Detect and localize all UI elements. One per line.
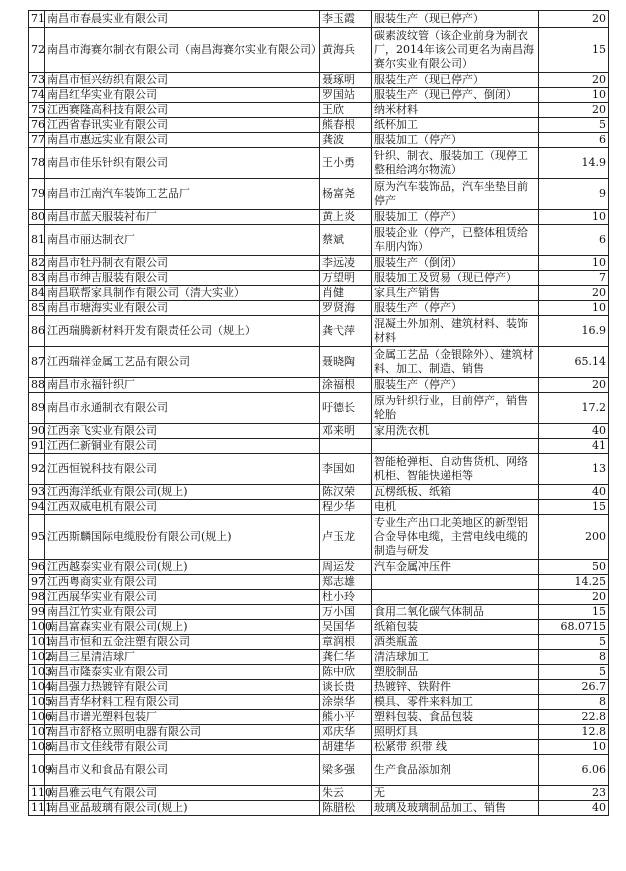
row-number: 71 xyxy=(29,11,45,28)
table-row xyxy=(29,605,609,620)
business-scope: 原为汽车装饰品，汽车坐垫目前停产 xyxy=(372,179,539,210)
legal-representative: 龚波 xyxy=(320,133,372,148)
company-name: 南昌市义和食品有限公司 xyxy=(45,755,320,786)
table-row xyxy=(29,439,609,454)
row-number: 100 xyxy=(29,620,45,635)
amount-value: 16.9 xyxy=(539,316,609,347)
company-name: 南昌市惠远实业有限公司 xyxy=(45,133,320,148)
amount-value: 26.7 xyxy=(539,680,609,695)
table-row xyxy=(29,725,609,740)
table-row xyxy=(29,575,609,590)
row-number: 96 xyxy=(29,560,45,575)
row-number: 72 xyxy=(29,28,45,73)
company-name: 南昌市永福针织厂 xyxy=(45,378,320,393)
business-scope: 服装生产（停产） xyxy=(372,301,539,316)
company-name: 南昌市舒格立照明电器有限公司 xyxy=(45,725,320,740)
company-name: 南昌市绅吉服装有限公司 xyxy=(45,271,320,286)
table-row xyxy=(29,485,609,500)
amount-value: 10 xyxy=(539,256,609,271)
table-row xyxy=(29,710,609,725)
company-name: 南昌市恒兴纺织有限公司 xyxy=(45,73,320,88)
company-name: 江西恒锐科技有限公司 xyxy=(45,454,320,485)
table-row xyxy=(29,210,609,225)
amount-value: 40 xyxy=(539,424,609,439)
company-name: 江西瑞祥金属工艺品有限公司 xyxy=(45,347,320,378)
business-scope: 服装企业（停产，已整体租赁给车朋内饰） xyxy=(372,225,539,256)
legal-representative: 陈汉荣 xyxy=(320,485,372,500)
amount-value: 9 xyxy=(539,179,609,210)
table-row xyxy=(29,73,609,88)
row-number: 86 xyxy=(29,316,45,347)
table-row xyxy=(29,118,609,133)
amount-value: 20 xyxy=(539,286,609,301)
company-name: 江西赛隆高科技有限公司 xyxy=(45,103,320,118)
business-scope: 家具生产销售 xyxy=(372,286,539,301)
company-name: 南昌市谱光塑料包装厂 xyxy=(45,710,320,725)
legal-representative: 蔡斌 xyxy=(320,225,372,256)
company-name: 南昌市隆泰实业有限公司 xyxy=(45,665,320,680)
table-row xyxy=(29,515,609,560)
business-scope: 服装生产（停产） xyxy=(372,378,539,393)
row-number: 99 xyxy=(29,605,45,620)
legal-representative: 龚仁华 xyxy=(320,650,372,665)
amount-value: 10 xyxy=(539,88,609,103)
legal-representative: 万望明 xyxy=(320,271,372,286)
business-scope: 玻璃及玻璃制品加工、销售 xyxy=(372,801,539,816)
amount-value: 10 xyxy=(539,301,609,316)
row-number: 103 xyxy=(29,665,45,680)
company-name: 南昌市江南汽车装饰工艺品厂 xyxy=(45,179,320,210)
company-name: 南昌三星清洁球厂 xyxy=(45,650,320,665)
row-number: 105 xyxy=(29,695,45,710)
company-name: 江西亲飞实业有限公司 xyxy=(45,424,320,439)
legal-representative: 程少华 xyxy=(320,500,372,515)
company-name: 江西斯麟国际电缆股份有限公司(规上) xyxy=(45,515,320,560)
legal-representative xyxy=(320,439,372,454)
row-number: 91 xyxy=(29,439,45,454)
row-number: 81 xyxy=(29,225,45,256)
business-scope: 服装加工及贸易（现已停产） xyxy=(372,271,539,286)
row-number: 76 xyxy=(29,118,45,133)
row-number: 79 xyxy=(29,179,45,210)
business-scope: 塑胶制品 xyxy=(372,665,539,680)
business-scope xyxy=(372,590,539,605)
table-row xyxy=(29,378,609,393)
amount-value: 68.0715 xyxy=(539,620,609,635)
table-row xyxy=(29,740,609,755)
company-name: 南昌市佳乐针织有限公司 xyxy=(45,148,320,179)
company-name: 江西双威电机有限公司 xyxy=(45,500,320,515)
table-row xyxy=(29,665,609,680)
legal-representative: 罗国站 xyxy=(320,88,372,103)
business-scope: 智能枪弹柜、自动售货机、网络机柜、智能快递柜等 xyxy=(372,454,539,485)
table-row xyxy=(29,179,609,210)
amount-value: 41 xyxy=(539,439,609,454)
amount-value: 15 xyxy=(539,500,609,515)
company-name: 南昌红华实业有限公司 xyxy=(45,88,320,103)
row-number: 80 xyxy=(29,210,45,225)
business-scope: 塑料包装、食品包装 xyxy=(372,710,539,725)
row-number: 101 xyxy=(29,635,45,650)
table-row xyxy=(29,454,609,485)
table-row xyxy=(29,316,609,347)
row-number: 98 xyxy=(29,590,45,605)
amount-value: 40 xyxy=(539,801,609,816)
legal-representative: 龚弋萍 xyxy=(320,316,372,347)
business-scope: 金属工艺品（金银除外）、建筑材料、加工、制造、销售 xyxy=(372,347,539,378)
row-number: 97 xyxy=(29,575,45,590)
row-number: 92 xyxy=(29,454,45,485)
company-name: 南昌市牡丹制衣有限公司 xyxy=(45,256,320,271)
company-name: 南昌青华材料工程有限公司 xyxy=(45,695,320,710)
table-row xyxy=(29,680,609,695)
legal-representative: 王欣 xyxy=(320,103,372,118)
company-name: 江西展华实业有限公司 xyxy=(45,590,320,605)
amount-value: 10 xyxy=(539,210,609,225)
table-row xyxy=(29,256,609,271)
business-scope: 瓦楞纸板、纸箱 xyxy=(372,485,539,500)
row-number: 107 xyxy=(29,725,45,740)
business-scope: 纳米材料 xyxy=(372,103,539,118)
business-scope: 服装生产（现已停产） xyxy=(372,11,539,28)
company-name: 南昌市文佳线带有限公司 xyxy=(45,740,320,755)
amount-value: 15 xyxy=(539,605,609,620)
amount-value: 65.14 xyxy=(539,347,609,378)
table-row xyxy=(29,650,609,665)
row-number: 110 xyxy=(29,786,45,801)
row-number: 94 xyxy=(29,500,45,515)
business-scope: 家用洗衣机 xyxy=(372,424,539,439)
table-row xyxy=(29,88,609,103)
legal-representative: 胡建华 xyxy=(320,740,372,755)
row-number: 82 xyxy=(29,256,45,271)
amount-value: 20 xyxy=(539,73,609,88)
table-body xyxy=(29,11,609,816)
business-scope: 针织、制衣、服装加工（现停工整租给鸿尔物流） xyxy=(372,148,539,179)
amount-value: 22.8 xyxy=(539,710,609,725)
amount-value: 20 xyxy=(539,11,609,28)
amount-value: 6 xyxy=(539,133,609,148)
legal-representative: 章润根 xyxy=(320,635,372,650)
business-scope: 服装加工（停产） xyxy=(372,133,539,148)
table-row xyxy=(29,755,609,786)
row-number: 109 xyxy=(29,755,45,786)
row-number: 78 xyxy=(29,148,45,179)
legal-representative: 黄海兵 xyxy=(320,28,372,73)
company-name: 江西仁新铜业有限公司 xyxy=(45,439,320,454)
table-row xyxy=(29,801,609,816)
row-number: 89 xyxy=(29,393,45,424)
business-scope: 酒类瓶盖 xyxy=(372,635,539,650)
business-scope: 纸箱包装 xyxy=(372,620,539,635)
amount-value: 20 xyxy=(539,378,609,393)
legal-representative: 涂崇华 xyxy=(320,695,372,710)
table-row xyxy=(29,225,609,256)
row-number: 74 xyxy=(29,88,45,103)
company-name: 南昌亚晶玻璃有限公司(规上) xyxy=(45,801,320,816)
row-number: 95 xyxy=(29,515,45,560)
amount-value: 7 xyxy=(539,271,609,286)
company-name: 南昌市蓝天服装衬布厂 xyxy=(45,210,320,225)
legal-representative: 邓庆华 xyxy=(320,725,372,740)
row-number: 102 xyxy=(29,650,45,665)
business-scope: 模具、零件来料加工 xyxy=(372,695,539,710)
row-number: 75 xyxy=(29,103,45,118)
company-name: 南昌强力热镀锌有限公司 xyxy=(45,680,320,695)
legal-representative: 李玉霞 xyxy=(320,11,372,28)
business-scope xyxy=(372,575,539,590)
table-row xyxy=(29,620,609,635)
legal-representative: 郑志雄 xyxy=(320,575,372,590)
amount-value: 6.06 xyxy=(539,755,609,786)
company-name: 江西瑞腾新材料开发有限责任公司（规上） xyxy=(45,316,320,347)
legal-representative: 李国如 xyxy=(320,454,372,485)
legal-representative: 罗贤海 xyxy=(320,301,372,316)
amount-value: 6 xyxy=(539,225,609,256)
business-scope: 电机 xyxy=(372,500,539,515)
amount-value: 5 xyxy=(539,665,609,680)
legal-representative: 陈腊松 xyxy=(320,801,372,816)
business-scope: 食用二氧化碳气体制品 xyxy=(372,605,539,620)
legal-representative: 吴国华 xyxy=(320,620,372,635)
legal-representative: 熊春根 xyxy=(320,118,372,133)
legal-representative: 黄上炎 xyxy=(320,210,372,225)
legal-representative: 朱云 xyxy=(320,786,372,801)
business-scope: 服装生产（现已停产、倒闭） xyxy=(372,88,539,103)
company-name: 南昌市塘海实业有限公司 xyxy=(45,301,320,316)
business-scope: 汽车金属冲压件 xyxy=(372,560,539,575)
amount-value: 14.25 xyxy=(539,575,609,590)
table-row xyxy=(29,695,609,710)
company-name: 南昌富森实业有限公司(规上) xyxy=(45,620,320,635)
company-name: 南昌市丽达制衣厂 xyxy=(45,225,320,256)
amount-value: 17.2 xyxy=(539,393,609,424)
business-scope: 松紧带 织带 线 xyxy=(372,740,539,755)
table-row xyxy=(29,301,609,316)
business-scope: 服装生产（现已停产） xyxy=(372,73,539,88)
row-number: 83 xyxy=(29,271,45,286)
enterprise-table xyxy=(28,10,609,816)
table-row xyxy=(29,560,609,575)
table-row xyxy=(29,347,609,378)
legal-representative: 谈长贵 xyxy=(320,680,372,695)
row-number: 88 xyxy=(29,378,45,393)
amount-value: 40 xyxy=(539,485,609,500)
legal-representative: 聂琢明 xyxy=(320,73,372,88)
business-scope: 无 xyxy=(372,786,539,801)
amount-value: 5 xyxy=(539,635,609,650)
table-row xyxy=(29,786,609,801)
amount-value: 5 xyxy=(539,118,609,133)
company-name: 江西粤商实业有限公司 xyxy=(45,575,320,590)
legal-representative: 邓来明 xyxy=(320,424,372,439)
legal-representative: 肖健 xyxy=(320,286,372,301)
amount-value: 14.9 xyxy=(539,148,609,179)
company-name: 江西省春讯实业有限公司 xyxy=(45,118,320,133)
business-scope: 纸杯加工 xyxy=(372,118,539,133)
row-number: 108 xyxy=(29,740,45,755)
business-scope: 碳素波纹管（该企业前身为制衣厂，2014年该公司更名为南昌海赛尔实业有限公司） xyxy=(372,28,539,73)
amount-value: 8 xyxy=(539,650,609,665)
company-name: 南昌雅云电气有限公司 xyxy=(45,786,320,801)
company-name: 南昌市恒和五金注塑有限公司 xyxy=(45,635,320,650)
row-number: 104 xyxy=(29,680,45,695)
amount-value: 20 xyxy=(539,103,609,118)
business-scope: 热镀锌、铁附件 xyxy=(372,680,539,695)
row-number: 106 xyxy=(29,710,45,725)
legal-representative: 陈中欣 xyxy=(320,665,372,680)
business-scope: 原为针织行业，目前停产，销售轮胎 xyxy=(372,393,539,424)
business-scope: 混凝土外加剂、建筑材料、装饰材料 xyxy=(372,316,539,347)
legal-representative: 涂福根 xyxy=(320,378,372,393)
business-scope: 专业生产出口北美地区的新型铝合金导体电缆，主营电线电缆的制造与研发 xyxy=(372,515,539,560)
row-number: 111 xyxy=(29,801,45,816)
legal-representative: 周运发 xyxy=(320,560,372,575)
business-scope: 生产食品添加剂 xyxy=(372,755,539,786)
legal-representative: 卢玉龙 xyxy=(320,515,372,560)
company-name: 南昌江竹实业有限公司 xyxy=(45,605,320,620)
company-name: 江西越泰实业有限公司(规上) xyxy=(45,560,320,575)
table-row xyxy=(29,393,609,424)
legal-representative: 杜小玲 xyxy=(320,590,372,605)
table-row xyxy=(29,635,609,650)
table-row xyxy=(29,424,609,439)
table-row xyxy=(29,148,609,179)
company-name: 江西海洋纸业有限公司(规上) xyxy=(45,485,320,500)
company-name: 南昌联帮家具制作有限公司（清大实业） xyxy=(45,286,320,301)
company-name: 南昌市海赛尔制衣有限公司（南昌海赛尔实业有限公司） xyxy=(45,28,320,73)
row-number: 87 xyxy=(29,347,45,378)
legal-representative: 杨富尧 xyxy=(320,179,372,210)
table-row xyxy=(29,133,609,148)
amount-value: 8 xyxy=(539,695,609,710)
legal-representative: 李远凌 xyxy=(320,256,372,271)
business-scope: 服装生产（倒闭） xyxy=(372,256,539,271)
business-scope xyxy=(372,439,539,454)
row-number: 77 xyxy=(29,133,45,148)
amount-value: 12.8 xyxy=(539,725,609,740)
business-scope: 服装加工（停产） xyxy=(372,210,539,225)
amount-value: 200 xyxy=(539,515,609,560)
legal-representative: 熊小平 xyxy=(320,710,372,725)
amount-value: 50 xyxy=(539,560,609,575)
table-row xyxy=(29,271,609,286)
row-number: 93 xyxy=(29,485,45,500)
table-row xyxy=(29,286,609,301)
row-number: 73 xyxy=(29,73,45,88)
legal-representative: 聂晓陶 xyxy=(320,347,372,378)
legal-representative: 吁德长 xyxy=(320,393,372,424)
amount-value: 15 xyxy=(539,28,609,73)
amount-value: 20 xyxy=(539,590,609,605)
table-row xyxy=(29,500,609,515)
table-row xyxy=(29,103,609,118)
row-number: 85 xyxy=(29,301,45,316)
table-row xyxy=(29,11,609,28)
company-name: 南昌市春晨实业有限公司 xyxy=(45,11,320,28)
business-scope: 清洁球加工 xyxy=(372,650,539,665)
legal-representative: 梁多强 xyxy=(320,755,372,786)
amount-value: 13 xyxy=(539,454,609,485)
legal-representative: 万小国 xyxy=(320,605,372,620)
business-scope: 照明灯具 xyxy=(372,725,539,740)
company-name: 南昌市永通制衣有限公司 xyxy=(45,393,320,424)
row-number: 84 xyxy=(29,286,45,301)
row-number: 90 xyxy=(29,424,45,439)
amount-value: 10 xyxy=(539,740,609,755)
table-row xyxy=(29,28,609,73)
table-row xyxy=(29,590,609,605)
legal-representative: 王小勇 xyxy=(320,148,372,179)
amount-value: 23 xyxy=(539,786,609,801)
